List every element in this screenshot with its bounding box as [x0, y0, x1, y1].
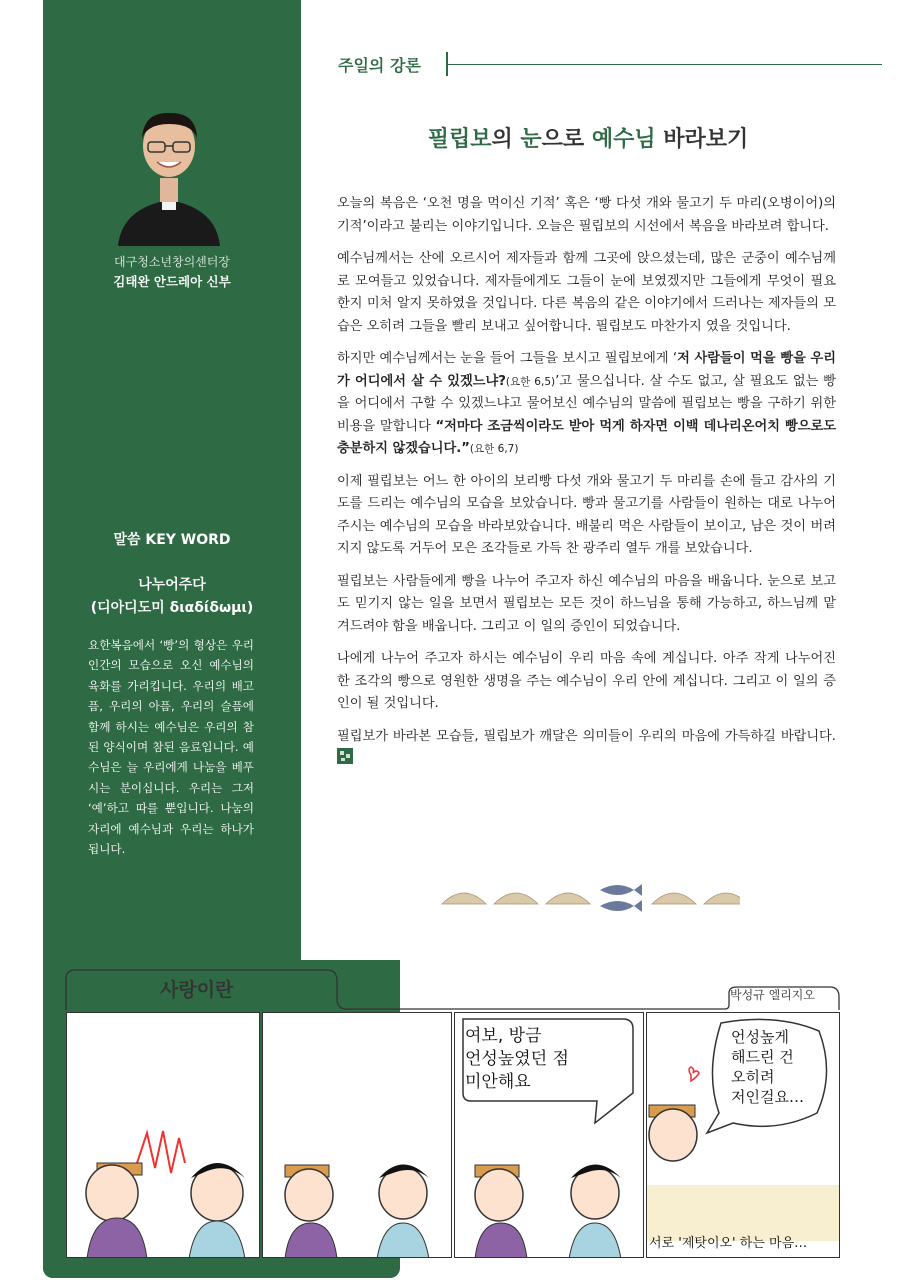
- section-label: 주일의 강론: [338, 56, 421, 75]
- article-paragraph: 오늘의 복음은 ‘오천 명을 먹이신 기적’ 혹은 ‘빵 다섯 개와 물고기 두 마리(오병이어)의 기적’이라고 불리는 이야기입니다. 오늘은 필립보의 시선에서 복음을 바라보려 합니다.: [337, 196, 836, 234]
- scripture-reference: (요한 6,7): [469, 443, 519, 455]
- keyword-body: 요한복음에서 ‘빵’의 형상은 우리 인간의 모습으로 오신 예수님의 육화를 가리킵니다. 우리의 배고픔, 우리의 아픔, 우리의 슬픔에 함께 하시는 예수님은 우리의 참된 양식이며 참된 음료입니다. 예수님은 늘 우리에게 나눔을 베푸시는 분이십니다. 우리는 그저 ‘예’하고 따를 뿐입니다. 나눔의 자리에 예수님과 우리는 하나가 됩니다.: [88, 638, 254, 857]
- keyword-greek: (디아디도미 διαδίδωμι): [90, 600, 254, 616]
- article-body: [337, 193, 836, 781]
- article-paragraph: [337, 726, 836, 771]
- headline: [338, 122, 838, 153]
- headline-part: 의: [491, 127, 521, 152]
- article-text: 하지만 예수님께서는 눈을 들어 그들을 보시고 필립보에게 ‘: [337, 351, 678, 366]
- comic-panel-2: [262, 1012, 452, 1258]
- author-photo: [114, 108, 224, 246]
- article-paragraph: [337, 348, 836, 461]
- headline-part: 으로: [541, 127, 592, 152]
- headline-part: 바라보기: [655, 127, 749, 152]
- comic-illustration: [263, 1013, 452, 1258]
- article-quote: 저 사람들이 먹을 빵을 우리가 어디에서 살 수 있겠느냐?: [337, 351, 836, 389]
- scripture-reference: (요한 6,5): [505, 375, 556, 388]
- bread-fish-ornament: [440, 878, 740, 918]
- speech-bubble-4: 언성높게 해드린 건 오히려 저인걸요…: [731, 1028, 804, 1106]
- comic-panel-3: [454, 1012, 644, 1258]
- fish-icon: [600, 884, 642, 912]
- author-name: 김태완 안드레아 신부: [113, 274, 231, 289]
- headline-part: 예수님: [591, 127, 656, 152]
- keyword-title: 말씀 KEY WORD: [113, 532, 231, 548]
- comic-title: 사랑이란: [160, 979, 234, 1001]
- end-mark-icon: [337, 748, 353, 764]
- article-text: ’고 물으십니다. 살 수도 없고, 살 필요도 없는 빵을 어디에서 구할 수 있겠느냐고 물어보신 예수님의 말씀에 필립보는 빵을 구하기 위한 비용을 말합니다: [337, 373, 836, 434]
- speech-bubble-3: 여보, 방금 언성높였던 점 미안해요: [465, 1026, 569, 1092]
- comic-illustration: [67, 1013, 260, 1258]
- comic-panel-1: [66, 1012, 260, 1258]
- article-text: 필립보가 바라본 모습들, 필립보가 깨달은 의미들이 우리의 마음에 가득하길 바랍니다.: [337, 728, 836, 744]
- comic-author: 박성규 엘리지오: [730, 988, 815, 1002]
- author-organization: 대구청소년창의센터장: [114, 255, 230, 269]
- article-paragraph: 나에게 나누어 주고자 하시는 예수님이 우리 마음 속에 계십니다. 아주 작게 나누어진 한 조각의 빵으로 영원한 생명을 주는 예수님이 우리 안에 계십니다. 그리고 이 일의 증인이 될 것입니다.: [337, 651, 836, 711]
- article-paragraph: 예수님께서는 산에 오르시어 제자들과 함께 그곳에 앉으셨는데, 많은 군중이 예수님께로 모여들고 있었습니다. 제자들에게도 그들이 눈에 보였겠지만 그들에게 무엇이 필요한지 미처 알지 못하였을 것입니다. 다른 복음의 같은 이야기에서 드러나는 제자들의 모습은 오히려 그들을 빨리 보내고 싶어합니다. 필립보도 마찬가지 였을 것입니다.: [337, 251, 836, 334]
- keyword-word: 나누어주다: [138, 577, 206, 593]
- headline-part: 눈: [520, 127, 542, 152]
- comic-panel-4: [646, 1012, 840, 1258]
- article-paragraph: 이제 필립보는 어느 한 아이의 보리빵 다섯 개와 물고기 두 마리를 손에 들고 감사의 기도를 드리는 예수님의 모습을 보았습니다. 빵과 물고기를 사람들이 원하는 대로 나누어 주시는 예수님의 모습을 바라보았습니다. 배불리 먹은 사람들이 보이고, 남은 것이 버려지지 않도록 거두어 모은 조각들로 가득 찬 광주리 열두 개를 보았습니다.: [337, 473, 836, 556]
- bread-icon: [442, 893, 740, 904]
- headline-part: 필립보: [427, 127, 492, 152]
- comic-caption: 서로 '제탓이오' 하는 마음…: [649, 1236, 808, 1251]
- article-paragraph: 필립보는 사람들에게 빵을 나누어 주고자 하신 예수님의 마음을 배웁니다. 눈으로 보고도 믿기지 않는 일을 보면서 필립보는 모든 것이 하느님을 통해 가능하고, 하느님께 맡겨드려야 함을 배웁니다. 그리고 이 일의 증인이 되었습니다.: [337, 573, 836, 634]
- section-rule: [448, 64, 882, 65]
- article-quote: “저마다 조금씩이라도 받아 먹게 하자면 이백 데나리온어치 빵으로도 충분하지 않겠습니다.”: [337, 418, 836, 456]
